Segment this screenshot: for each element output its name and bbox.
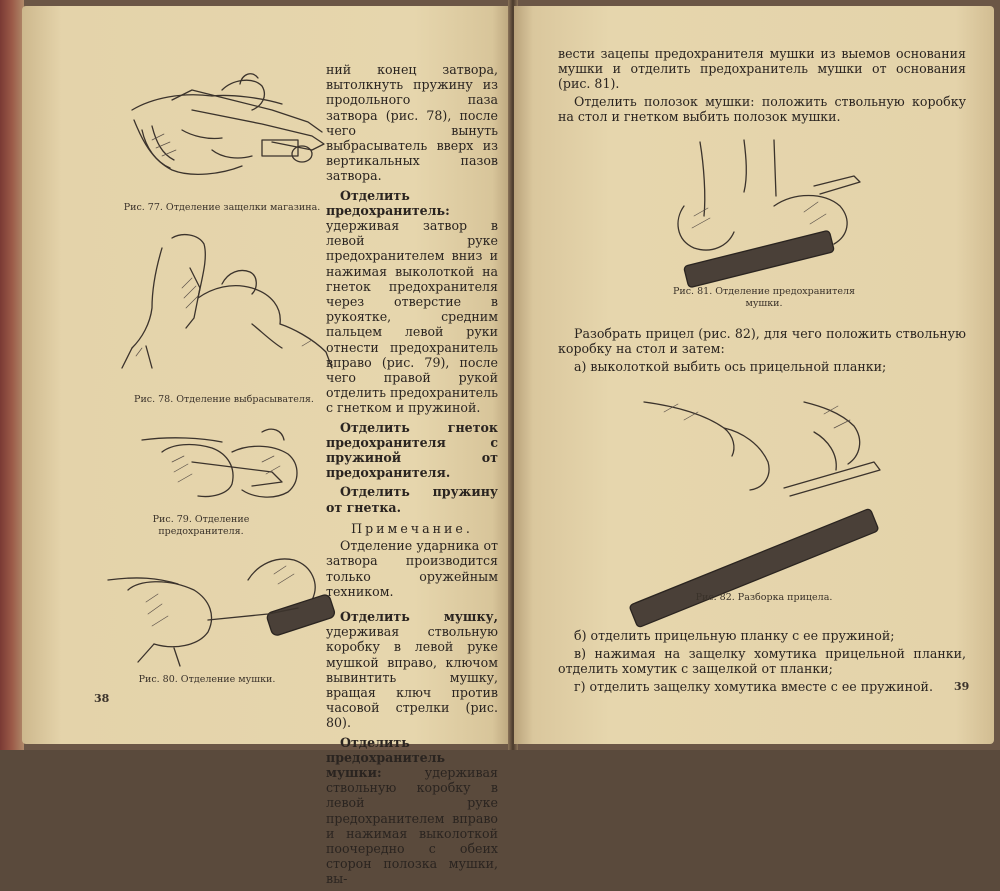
figure-78-illustration [102,228,342,378]
paragraph [326,735,498,887]
caption-fig77: Рис. 77. Отделение защелки магазина. [123,202,321,213]
paragraph: Отделить пружину от гнетка. [326,484,498,515]
paragraph: б) отделить прицельную планку с ее пружиной; [574,628,895,643]
page-number-right: 39 [954,680,970,693]
note-title: Примечание. [351,520,473,536]
instruction-text: удерживая ствольную коробку в левой руке мушкой вправо, ключом вывинтить мушку, вращая ключ против часовой стрелки (рис. 80). [326,624,498,731]
right-top-text [558,46,966,127]
caption-fig80: Рис. 80. Отделение мушки. [138,674,276,685]
left-text-column [326,62,498,891]
paragraph [326,188,498,416]
right-bottom-text [558,628,966,697]
note-text: Отделение ударника от затвора производится только оружейным техником. [326,538,498,599]
paragraph [326,609,498,731]
instruction-heading: Отделить предохранитель: [326,187,450,218]
paragraph: в) нажимая на защелку хомутика прицельной планки, отделить хомутик с защелкой от планки; [558,646,966,676]
paragraph: ний конец затвора, вытолкнуть пружину из продольного паза затвора (рис. 78), после чего вынуть выбрасыватель вверх из вертикальных пазов затвора. [326,62,498,184]
instruction-heading: Отделить мушку, [340,608,498,624]
caption-fig79: Рис. 79. Отделение предохранителя. [152,514,250,537]
figure-82-illustration [624,392,924,592]
paragraph [558,94,966,124]
caption-fig81: Рис. 81. Отделение предохранителя мушки. [673,286,855,309]
instruction-heading: Отделить предохранитель мушки: [326,734,446,780]
paragraph: Отделить гнеток предохранителя с пружиной от предохранителя. [326,419,498,481]
figure-79-illustration [132,422,312,512]
right-page [514,6,994,744]
figure-81-illustration [664,136,864,286]
instruction-heading: Отделить полозок мушки: [574,94,755,109]
paragraph: вести зацепы предохранителя мушки из выемов основания мушки и отделить предохранитель мушки от основания (рис. 81). [558,46,966,91]
figure-80-illustration [98,550,338,670]
caption-fig82: Рис. 82. Разборка прицела. [695,592,833,603]
page-number-left: 38 [94,692,110,705]
instruction-text: удерживая ствольную коробку в левой руке предохранителем вправо и нажимая выколоткой поочередно с обеих сторон полозка мушки, вы- [326,764,498,887]
instruction-text: положить ствольную коробку на стол и гнетком выбить полозок мушки. [558,94,966,124]
paragraph: Разобрать прицел (рис. 82), для чего положить ствольную коробку на стол и затем: [558,326,966,356]
left-page [22,6,512,887]
caption-fig78: Рис. 78. Отделение выбрасывателя. [134,394,314,405]
figure-77-illustration [112,70,342,198]
book-cover-edge [0,0,24,750]
right-mid-text [558,326,966,377]
paragraph: а) выколоткой выбить ось прицельной планки; [574,359,887,374]
instruction-text: удерживая затвор в левой руке предохранителем вниз и нажимая выколоткой на гнеток предохранителя через отверстие в рукоятке, средним пальцем левой руки отнести предохранитель вправо (рис. 79), после чего правой рукой отделить предохранитель с гнетком и пружиной. [326,218,498,416]
paragraph: г) отделить защелку хомутика вместе с ее пружиной. [574,679,933,694]
